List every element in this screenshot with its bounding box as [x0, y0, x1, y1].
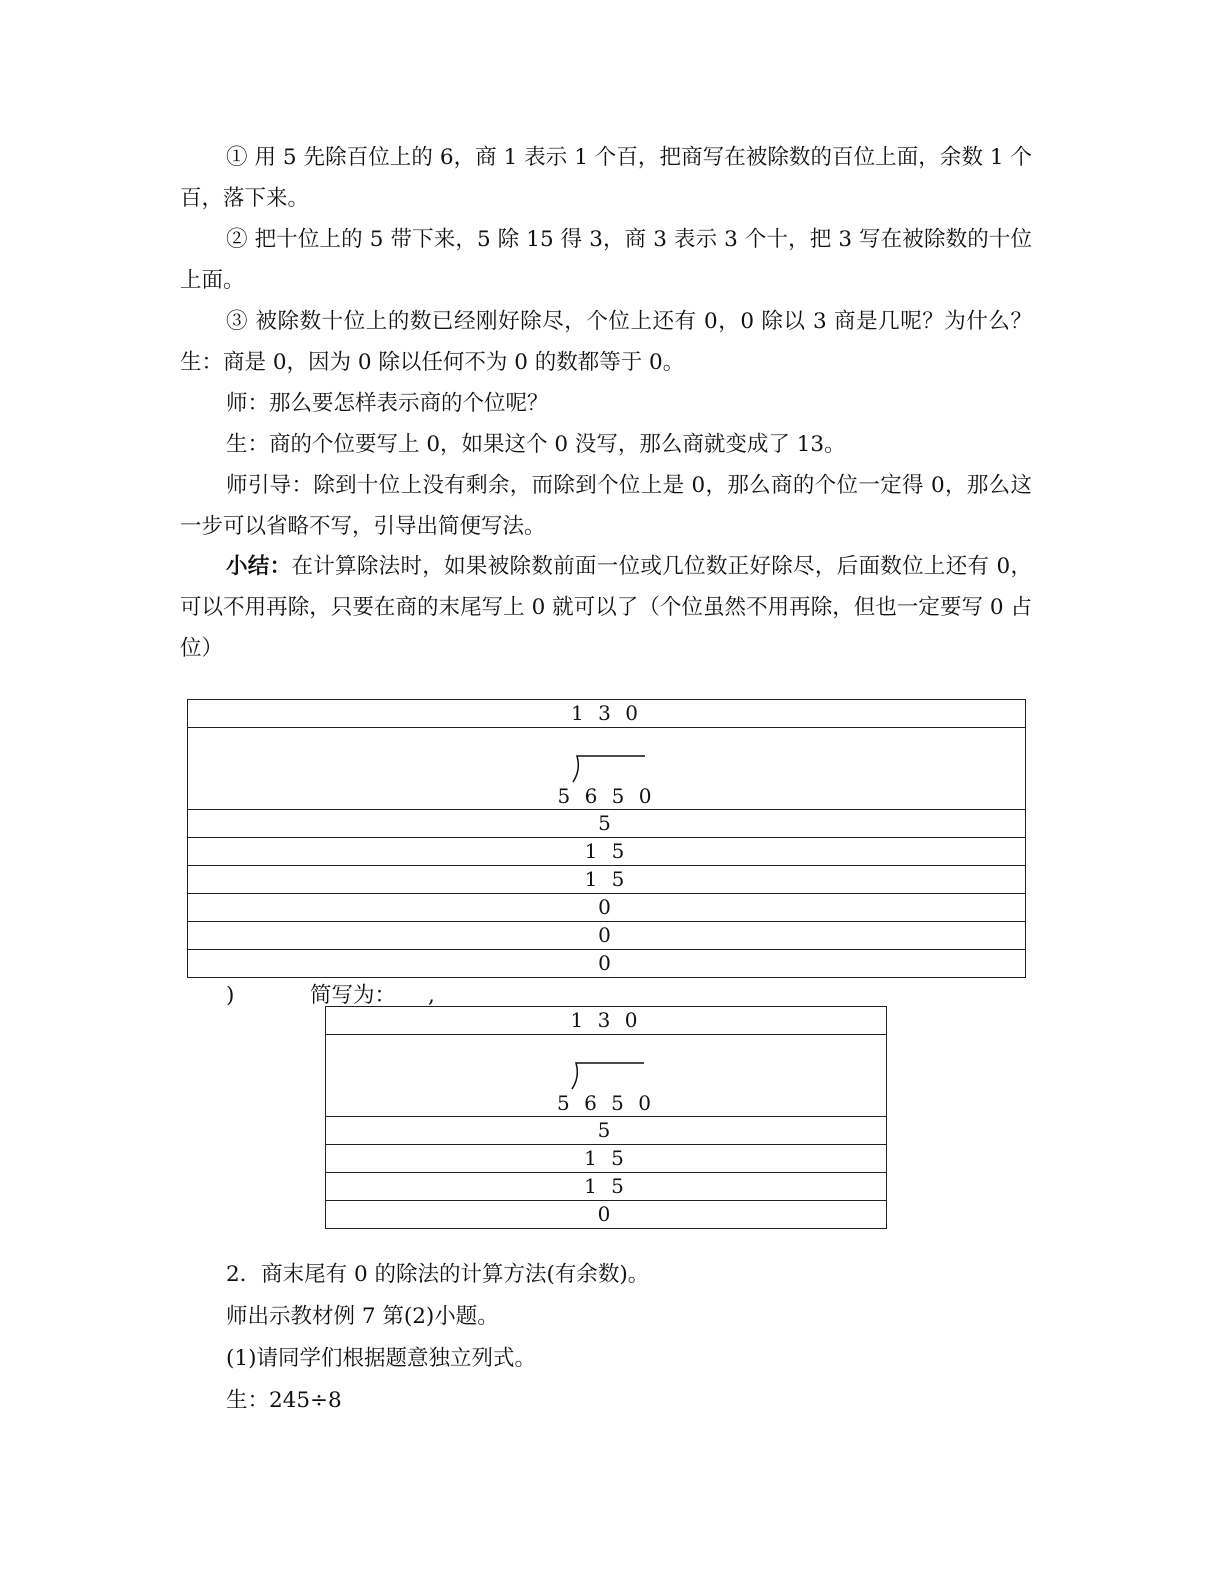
summary-text: 在计算除法时，如果被除数前面一位或几位数正好除尽，后面数位上还有 0，可以不用再除，只要在商的末尾写上 0 就可以了（个位虽然不用再除，但也一定要写 0 占位） — [180, 554, 1032, 661]
step-row: 1 5 — [326, 1145, 887, 1173]
step-row: 5 — [326, 1117, 887, 1145]
division-bracket-icon — [566, 1057, 646, 1091]
step-row: 0 — [188, 950, 1026, 978]
section2-line3: 生：245÷8 — [226, 1388, 342, 1413]
step-row: 1 5 — [188, 866, 1026, 894]
caption-paren: ) — [226, 983, 235, 1008]
paragraph-step2: ② 把十位上的 5 带下来，5 除 15 得 3，商 3 表示 3 个十，把 3 写在被除数的十位上面。 — [180, 227, 1032, 293]
step-row: 5 — [188, 810, 1026, 838]
paragraph-student-answer: 生：商的个位要写上 0，如果这个 0 没写，那么商就变成了 13。 — [226, 432, 846, 457]
paragraph-teacher-guide: 师引导：除到十位上没有剩余，而除到个位上是 0，那么商的个位一定得 0，那么这一步可以省略不写，引导出简便写法。 — [180, 473, 1032, 539]
division-bracket-icon — [567, 750, 647, 784]
paragraph-step3: ③ 被除数十位上的数已经刚好除尽，个位上还有 0，0 除以 3 商是几呢？为什么？生：商是 0，因为 0 除以任何不为 0 的数都等于 0。 — [180, 309, 1032, 375]
step-row: 1 5 — [188, 838, 1026, 866]
paragraph-summary — [180, 546, 1032, 669]
section2-heading: 2．商末尾有 0 的除法的计算方法(有余数)。 — [226, 1262, 650, 1287]
caption-text: 简写为： — [310, 983, 397, 1008]
caption-comma: , — [428, 983, 435, 1008]
step-row: 0 — [188, 922, 1026, 950]
summary-label: 小结： — [226, 554, 292, 579]
paragraph-teacher-question: 师：那么要怎样表示商的个位呢？ — [226, 391, 549, 416]
long-division-table-short — [325, 1006, 887, 1229]
dividend-cell — [188, 728, 1026, 810]
section2-line2: (1)请同学们根据题意独立列式。 — [226, 1346, 536, 1371]
step-row: 0 — [326, 1201, 887, 1229]
step-row: 1 5 — [326, 1173, 887, 1201]
dividend-text: 5 6 5 0 — [557, 1091, 655, 1115]
dividend-text: 5 6 5 0 — [557, 784, 656, 808]
quotient-cell: 1 3 0 — [326, 1007, 887, 1035]
paragraph-step1: ① 用 5 先除百位上的 6，商 1 表示 1 个百，把商写在被除数的百位上面，余数 1 个百，落下来。 — [180, 145, 1032, 211]
step-row: 0 — [188, 894, 1026, 922]
dividend-cell — [326, 1035, 887, 1117]
quotient-cell: 1 3 0 — [188, 700, 1026, 728]
long-division-table-full — [187, 699, 1026, 978]
section2-line1: 师出示教材例 7 第(2)小题。 — [226, 1304, 499, 1329]
